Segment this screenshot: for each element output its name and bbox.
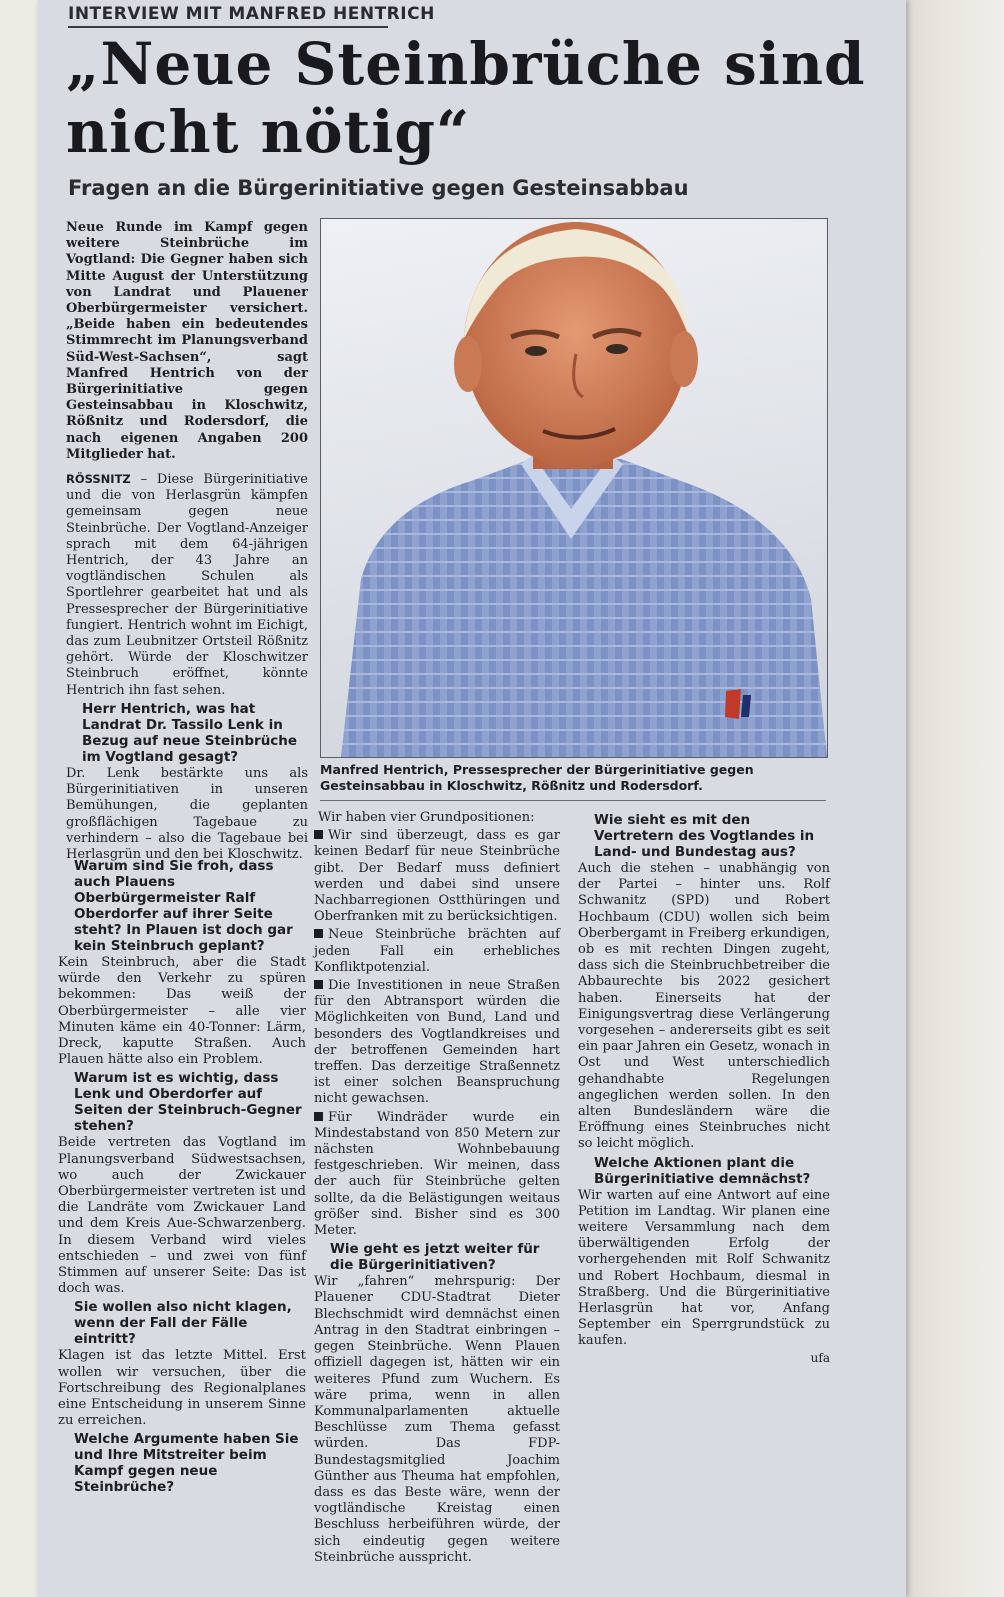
kicker-rule [68,26,388,28]
question-7: Wie sieht es mit den Vertretern des Vogtlandes in Land- und Bundestag aus? [594,812,815,860]
answer-2: Kein Steinbruch, aber die Stadt würde den Verkehr zu spüren bekommen: Das weiß der Oberbürgermeister – alle vier Minuten käme ein 40-Tonner: Lärm, Dreck, kaputte Straßen. Auch Plauen hätte also ein Problem. [58,955,306,1068]
portrait-photo [320,218,828,758]
portrait-illustration [321,219,827,757]
point-3-text: Die Investitionen in neue Straßen für den Abtransport würden die Möglichkeiten von Bund, Land und besonders des Vogtlandkreises und der betroffenen Gemeinden hart treffen. Das derzeitige Straßennetz ist einer solchen Beanspruchung nicht gewachsen. [314,978,560,1107]
column-1 [66,220,308,863]
question-1: Herr Hentrich, was hat Landrat Dr. Tassilo Lenk in Bezug auf neue Steinbrüche im Vogtland gesagt? [82,700,298,765]
subtitle: Fragen an die Bürgerinitiative gegen Gesteinsabbau [68,176,689,200]
bullet-icon [314,929,323,938]
answer-3: Beide vertreten das Vogtland im Planungsverband Südwestsachsen, wo auch der Zwickauer Oberbürgermeister vertreten ist und die Landräte vom Zwickauer Land und dem Kreis Aue-Schwarzenberg. In diesem Verband wird vieles entschieden – und zwei von fünf Stimmen auf unserer Seite: Das ist doch was. [58,1135,306,1297]
answer-4: Klagen ist das letzte Mittel. Erst wollen wir versuchen, über die Fortschreibung des Regionalplanes eine Entscheidung in unserem Sinne zu erreichen. [58,1348,306,1429]
question-5: Welche Argumente haben Sie und Ihre Mitstreiter beim Kampf gegen neue Steinbrüche? [74,1431,299,1496]
point-3 [314,978,560,1108]
point-1 [314,828,560,925]
question-3: Warum ist es wichtig, dass Lenk und Oberdorfer auf Seiten der Steinbruch-Gegner stehen? [74,1070,302,1135]
bullet-icon [314,1112,323,1121]
column-3 [578,810,830,1366]
answer-6: Wir „fahren“ mehrspurig: Der Plauener CDU-Stadtrat Dieter Blechschmidt wird demnächst einen Antrag in den Stadtrat einbringen – gegen Steinbrüche. Wenn Plauen offiziell dagegen ist, hätten wir ein weiteres Pfund zum Wuchern. Es wäre prima, wenn in allen Kommunalparlamenten aktuelle Beschlüsse zum Thema gefasst würden. Das FDP-Bundestagsmitglied Joachim Günther aus Theuma hat empfohlen, dass es das Beste wäre, wenn der vogtländische Kreistag einen Beschluss herbeiführen würde, der sich eindeutig gegen weitere Steinbrüche ausspricht. [314,1274,560,1565]
point-1-text: Wir sind überzeugt, dass es gar keinen Bedarf für neue Steinbrüche gibt. Der Bedarf muss definiert werden und dabei sind unsere Nachbarregionen Ostthüringen und Oberfranken mit zu berücksichtigen. [314,828,560,925]
author-initials: ufa [810,1350,830,1365]
photo-caption: Manfred Hentrich, Pressesprecher der Bürgerinitiative gegen Gesteinsabbau in Kloschwitz, Rößnitz und Rodersdorf. [320,762,754,793]
question-2: Warum sind Sie froh, dass auch Plauens Oberbürgermeister Ralf Oberdorfer auf ihrer Seite steht? In Plauen ist doch gar kein Steinbruch geplant? [74,858,293,954]
answer-8: Wir warten auf eine Antwort auf eine Petition im Landtag. Wir planen eine weitere Versammlung nach dem überwältigenden Erfolg der vorhergehenden mit Rolf Schwanitz und Robert Hochbaum, diesmal in Straßberg. Und die Bürgerinitiative Herlasgrün hat vor, Anfang September ein Sperrgrundstück zu kaufen. [578,1187,830,1349]
bullet-icon [314,830,323,839]
answer-5: Wir haben vier Grundpositionen: [318,810,535,825]
question-6: Wie geht es jetzt weiter für die Bürgerinitiativen? [330,1241,540,1274]
question-4: Sie wollen also nicht klagen, wenn der Fall der Fälle eintritt? [74,1299,292,1348]
point-4-text: Für Windräder wurde ein Mindestabstand von 850 Metern zur nächsten Wohnbebauung festgeschrieben. Wir meinen, dass der auch für Steinbrüche gelten sollte, da die Belästigungen weitaus größer sind. Bisher sind es 300 Meter. [314,1109,560,1239]
lead-paragraph: Neue Runde im Kampf gegen weitere Steinbrüche im Vogtland: Die Gegner haben sich Mitte August der Unterstützung von Landrat und Plauener Oberbürgermeister versichert. „Beide haben ein bedeutendes Stimmrecht im Planungsverband Süd-West-Sachsen“, sagt Manfred Hentrich von der Bürgerinitiative gegen Gesteinsabbau in Kloschwitz, Rößnitz und Rodersdorf, die nach eigenen Angaben 200 Mitglieder hat. [66,220,308,462]
bullet-icon [314,980,323,989]
intro-text: – Diese Bürgerinitiative und die von Herlasgrün kämpfen gemeinsam gegen neue Steinbrüche. Der Vogtland-Anzeiger sprach mit dem 64-jährigen Hentrich, der 43 Jahre an vogtländischen Schulen als Sportlehrer gearbeitet hat und als Pressesprecher der Bürgerinitiative fungiert. Hentrich wohnt im Eichigt, das zum Leubnitzer Ortsteil Rößnitz gehört. Würde der Kloschwitzer Steinbruch eröffnet, könnte Hentrich ihn fast sehen. [66,472,308,698]
question-8: Welche Aktionen plant die Bürgerinitiative demnächst? [594,1154,811,1187]
point-4 [314,1110,560,1240]
intro-paragraph [66,471,308,699]
answer-7: Auch die stehen – unabhängig von der Partei – hinter uns. Rolf Schwanitz (SPD) und Robert Hochbaum (CDU) wollen sich beim Oberbergamt in Freiberg erkundigen, ob es mit rechten Dingen zugeht, dass sich die Steinbruchbetreiber die Abbaurechte bis 2022 gesichert haben. Einerseits hat der Einigungsvertrag diese Verlängerung vorgesehen – andererseits gibt es seit ein paar Jahren ein Gesetz, wonach in Ost und West unterschiedlich gehandhabte Regelungen angeglichen werden sollen. In den alten Bundesländern wäre die Eröffnung eines Steinbruches nicht so leicht möglich. [578,861,830,1152]
caption-rule [320,800,826,801]
column-1-lower [58,856,306,1496]
point-2-text: Neue Steinbrüche brächten auf jeden Fall ein erhebliches Konfliktpotenzial. [314,927,560,975]
point-2 [314,927,560,976]
headline: „Neue Steinbrüche sind nicht nötig“ [66,30,866,166]
background-surface [900,0,1004,1597]
answer-1: Dr. Lenk bestärkte uns als Bürgerinitiativen in unseren Bemühungen, die geplanten großflächigen Tagebaue zu verhindern – also die Tagebaue bei Herlasgrün und den bei Kloschwitz. [66,765,308,862]
newspaper-clipping [38,0,906,1597]
column-2 [314,810,560,1566]
kicker: INTERVIEW MIT MANFRED HENTRICH [68,4,435,24]
dateline: RÖSSNITZ [66,472,131,487]
